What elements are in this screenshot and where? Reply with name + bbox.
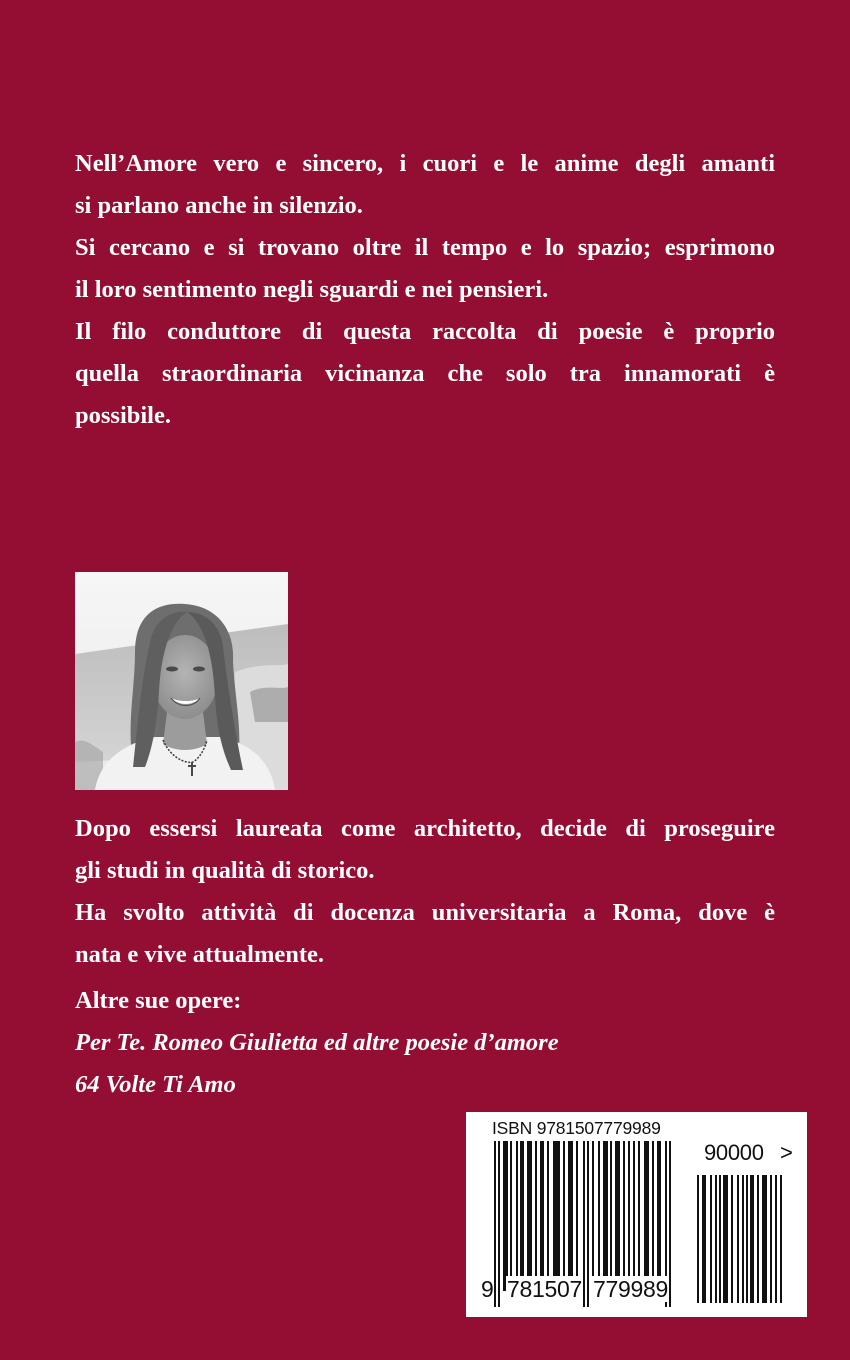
blurb-paragraph-1 [75, 143, 775, 227]
blurb-paragraph-3 [75, 311, 775, 437]
bio-line: gli studi in qualità di storico. [75, 857, 375, 884]
bio-line: Dopo essersi laureata come architetto, decide di proseguire [75, 815, 775, 842]
blurb-line: possibile. [75, 402, 171, 429]
blurb-line: quella straordinaria vicinanza che solo tra innamorati è [75, 360, 775, 387]
other-works [75, 980, 775, 1106]
barcode-digits-right: 779989 [593, 1276, 668, 1302]
blurb-line: Si cercano e si trovano oltre il tempo e lo spazio; esprimono [75, 234, 775, 261]
blurb-line: Il filo conduttore di questa raccolta di poesie è proprio [75, 318, 775, 345]
blurb-line: si parlano anche in silenzio. [75, 192, 363, 219]
bio-line: nata e vive attualmente. [75, 941, 325, 968]
bio-line: Ha svolto attività di docenza universitaria a Roma, dove è [75, 899, 775, 926]
author-portrait-image [75, 572, 288, 790]
other-work-title: Per Te. Romeo Giulietta ed altre poesie d’amore [75, 1029, 559, 1056]
other-works-heading: Altre sue opere: [75, 987, 242, 1014]
isbn-barcode [466, 1112, 807, 1317]
author-bio [75, 808, 775, 976]
price-addon-bars [697, 1175, 789, 1303]
isbn-label: ISBN 9781507779989 [492, 1118, 661, 1138]
price-addon-label: 90000 [704, 1140, 764, 1165]
blurb-line: il loro sentimento negli sguardi e nei pensieri. [75, 276, 549, 303]
blurb-line: Nell’Amore vero e sincero, i cuori e le anime degli amanti [75, 150, 775, 177]
other-work-title: 64 Volte Ti Amo [75, 1071, 236, 1098]
barcode-digit-first: 9 [481, 1276, 494, 1302]
blurb-paragraph-2 [75, 227, 775, 311]
addon-arrow-icon: > [780, 1140, 793, 1165]
back-cover-blurb [75, 143, 775, 437]
author-photo [75, 572, 288, 790]
barcode-digits-left: 781507 [507, 1276, 582, 1302]
